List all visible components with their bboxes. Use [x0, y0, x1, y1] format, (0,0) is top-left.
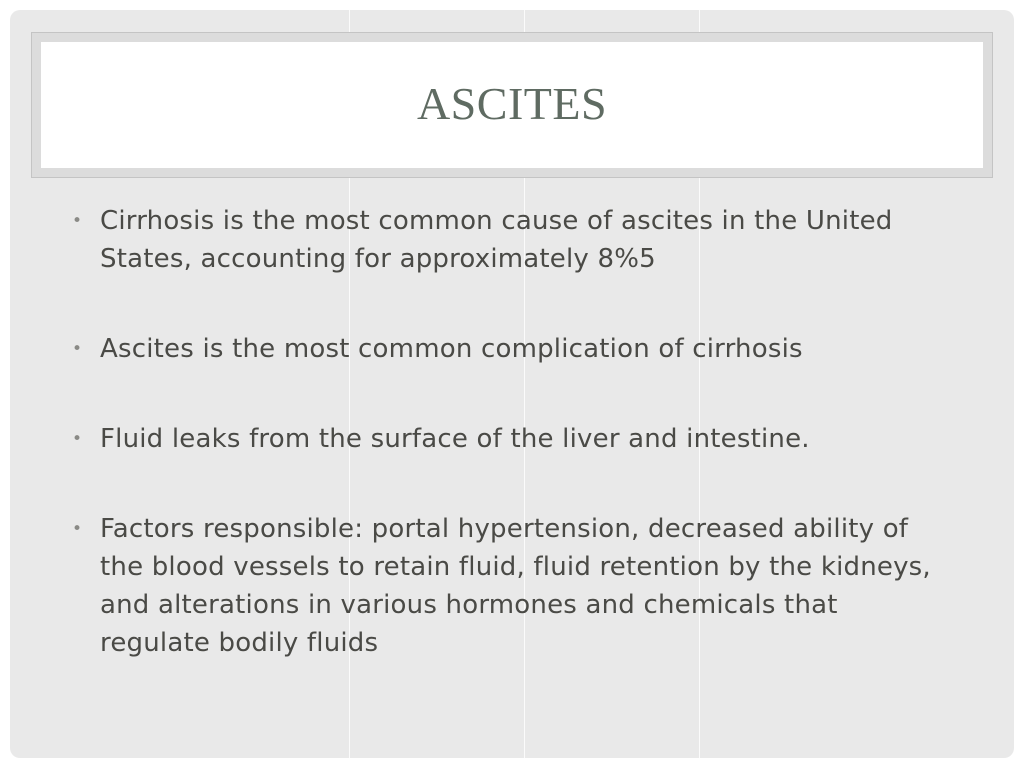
bullet-icon: •	[72, 211, 83, 231]
slide-title: ASCITES	[416, 77, 608, 129]
bullet-list	[70, 202, 950, 714]
bullet-icon: •	[72, 519, 83, 539]
bullet-item	[70, 330, 950, 368]
bullet-icon: •	[72, 429, 83, 449]
bullet-text: Factors responsible: portal hypertension, decreased ability of the blood vessels to retain fluid, fluid retention by the kidneys, and alterations in various hormones and chemicals that regulate bodily fluids	[100, 514, 931, 658]
bullet-text: Cirrhosis is the most common cause of ascites in the United States, accounting for approximately 8%5	[100, 206, 893, 274]
bullet-icon: •	[72, 339, 83, 359]
bullet-text: Ascites is the most common complication of cirrhosis	[100, 334, 803, 364]
bullet-item	[70, 202, 950, 278]
bullet-item	[70, 510, 950, 662]
bullet-item	[70, 420, 950, 458]
bullet-text: Fluid leaks from the surface of the liver and intestine.	[100, 424, 810, 454]
title-frame	[31, 32, 993, 178]
slide	[10, 10, 1014, 758]
title-box	[41, 42, 983, 168]
